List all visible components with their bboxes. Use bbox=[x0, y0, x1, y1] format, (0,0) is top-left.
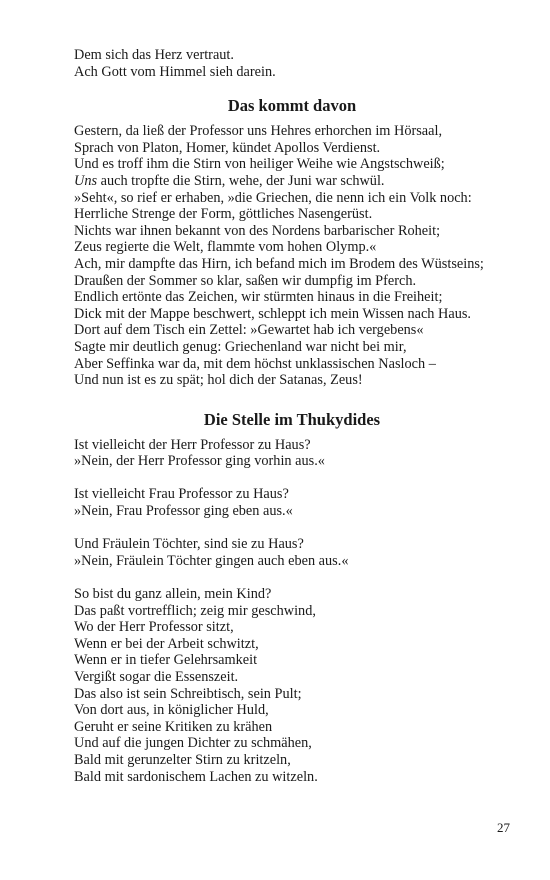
verse-line: Das paßt vortrefflich; zeig mir geschwind, bbox=[74, 602, 316, 619]
stanza-break bbox=[74, 520, 514, 537]
verse-line: Wenn er in tiefer Gelehrsamkeit bbox=[74, 652, 258, 669]
verse-line: So bist du ganz allein, mein Kind? bbox=[74, 586, 272, 603]
verse-line: Wenn er bei der Arbeit schwitzt, bbox=[74, 635, 259, 652]
verse-line bbox=[74, 173, 514, 190]
verse-line: Sprach von Platon, Homer, kündet Apollos Verdienst. bbox=[74, 139, 381, 156]
verse-line: Ist vielleicht der Herr Professor zu Haus? bbox=[74, 436, 311, 453]
poem-title: Das kommt davon bbox=[227, 96, 357, 116]
verse-line: Endlich ertönte das Zeichen, wir stürmten hinaus in die Freiheit; bbox=[74, 289, 443, 306]
verse-line: Wo der Herr Professor sitzt, bbox=[74, 619, 234, 636]
verse-line: Und auf die jungen Dichter zu schmähen, bbox=[74, 735, 312, 752]
verse-line: »Nein, der Herr Professor ging vorhin aus.« bbox=[74, 453, 325, 470]
text-line: Dem sich das Herz vertraut. bbox=[74, 47, 234, 63]
verse-line: Gestern, da ließ der Professor uns Hehres erhorchen im Hörsaal, bbox=[74, 123, 443, 140]
verse-line: Und nun ist es zu spät; hol dich der Satanas, Zeus! bbox=[74, 372, 363, 389]
verse-line: Ach, mir dampfte das Hirn, ich befand mich im Brodem des Wüstseins; bbox=[74, 255, 484, 272]
verse-line: Von dort aus, in königlicher Huld, bbox=[74, 702, 269, 719]
page-content bbox=[74, 47, 514, 785]
verse-line: Und Fräulein Töchter, sind sie zu Haus? bbox=[74, 536, 304, 553]
verse-line: Draußen der Sommer so klar, saßen wir dumpfig im Pferch. bbox=[74, 272, 417, 289]
verse-line: Dort auf dem Tisch ein Zettel: »Gewartet hab ich vergebens« bbox=[74, 322, 424, 339]
poem-title: Die Stelle im Thukydides bbox=[203, 409, 381, 429]
verse-line: Das also ist sein Schreibtisch, sein Pult; bbox=[74, 685, 302, 702]
verse-line: Und es troff ihm die Stirn von heiliger Weihe wie Angstschweiß; bbox=[74, 156, 445, 173]
verse-line: Bald mit sardonischem Lachen zu witzeln. bbox=[74, 768, 318, 785]
verse-line: Vergißt sogar die Essenszeit. bbox=[74, 669, 239, 685]
text-line: Ach Gott vom Himmel sieh darein. bbox=[74, 63, 276, 80]
verse-line: Dick mit der Mappe beschwert, schleppt ich mein Wissen nach Haus. bbox=[74, 305, 471, 322]
verse-line: Sagte mir deutlich genug: Griechenland war nicht bei mir, bbox=[74, 338, 407, 355]
verse-line: Aber Seffinka war da, mit dem höchst unklassischen Nasloch – bbox=[74, 355, 436, 372]
verse-line: »Nein, Frau Professor ging eben aus.« bbox=[74, 503, 293, 520]
verse-line: »Seht«, so rief er erhaben, »die Griechen, die nenn ich ein Volk noch: bbox=[74, 189, 472, 206]
stanza-break bbox=[74, 470, 514, 487]
verse-line-rest: auch tropfte die Stirn, wehe, der Juni war schwül. bbox=[100, 172, 385, 189]
verse-line: Zeus regierte die Welt, flammte vom hohen Olymp.« bbox=[74, 239, 377, 256]
italic-word: Uns bbox=[74, 172, 98, 189]
verse-line: Herrliche Strenge der Form, göttliches Nasengerüst. bbox=[74, 206, 373, 223]
verse-line: Nichts war ihnen bekannt von des Nordens barbarischer Roheit; bbox=[74, 222, 441, 239]
verse-line: Geruht er seine Kritiken zu krähen bbox=[74, 718, 273, 735]
page-number: 27 bbox=[497, 820, 510, 835]
verse-line: Bald mit gerunzelter Stirn zu kritzeln, bbox=[74, 751, 291, 768]
verse-line: »Nein, Fräulein Töchter gingen auch eben aus.« bbox=[74, 552, 349, 569]
stanza-break bbox=[74, 569, 514, 586]
verse-line: Ist vielleicht Frau Professor zu Haus? bbox=[74, 486, 289, 503]
